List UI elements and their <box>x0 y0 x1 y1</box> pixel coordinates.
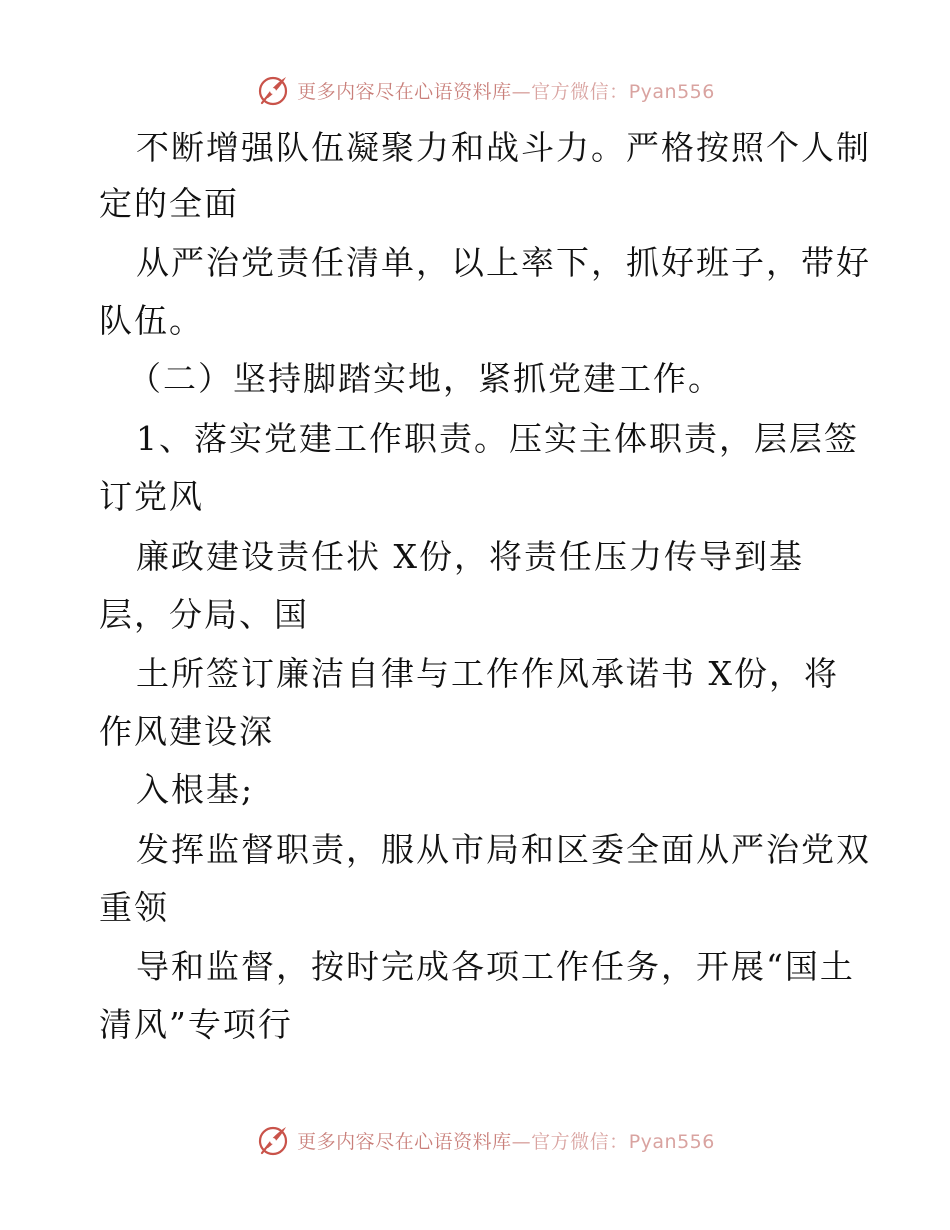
watermark-site-text: 更多内容尽在心语资料库 <box>297 80 512 103</box>
body-line: 土所签订廉洁自律与工作作风承诺书 X份，将 <box>136 654 839 693</box>
watermark-site-text: 更多内容尽在心语资料库 <box>297 1130 512 1153</box>
quill-pen-logo-icon <box>255 72 291 108</box>
body-line: 入根基; <box>136 770 255 809</box>
body-line: 发挥监督职责，服从市局和区委全面从严治党双 <box>136 830 871 869</box>
body-line: 层，分局、国 <box>99 595 309 634</box>
watermark-contact-id: Pyan556 <box>628 80 715 103</box>
footer-watermark <box>0 1120 950 1160</box>
quill-pen-logo-icon <box>255 1122 291 1158</box>
watermark-separator: — <box>511 80 532 103</box>
body-line: 不断增强队伍凝聚力和战斗力。严格按照个人制 <box>136 128 871 167</box>
body-line: 廉政建设责任状 X份，将责任压力传导到基 <box>136 537 804 576</box>
body-line: 定的全面 <box>99 184 239 223</box>
watermark-contact-id: Pyan556 <box>628 1130 715 1153</box>
body-line: 1、落实党建工作职责。压实主体职责，层层签 <box>136 419 859 458</box>
watermark-contact-text: 官方微信： <box>531 80 629 103</box>
body-line: 队伍。 <box>99 301 204 340</box>
watermark-contact-text: 官方微信： <box>531 1130 629 1153</box>
body-line: 重领 <box>99 888 169 927</box>
body-line: （二）坚持脚踏实地，紧抓党建工作。 <box>128 359 723 398</box>
body-line: 导和监督，按时完成各项工作任务，开展“国土 <box>136 947 855 986</box>
header-watermark <box>0 70 950 110</box>
body-line: 作风建设深 <box>99 712 274 751</box>
body-line: 订党风 <box>99 477 204 516</box>
body-line: 清风”专项行 <box>99 1005 293 1044</box>
watermark-separator: — <box>511 1130 532 1153</box>
body-line: 从严治党责任清单，以上率下，抓好班子，带好 <box>136 243 871 282</box>
